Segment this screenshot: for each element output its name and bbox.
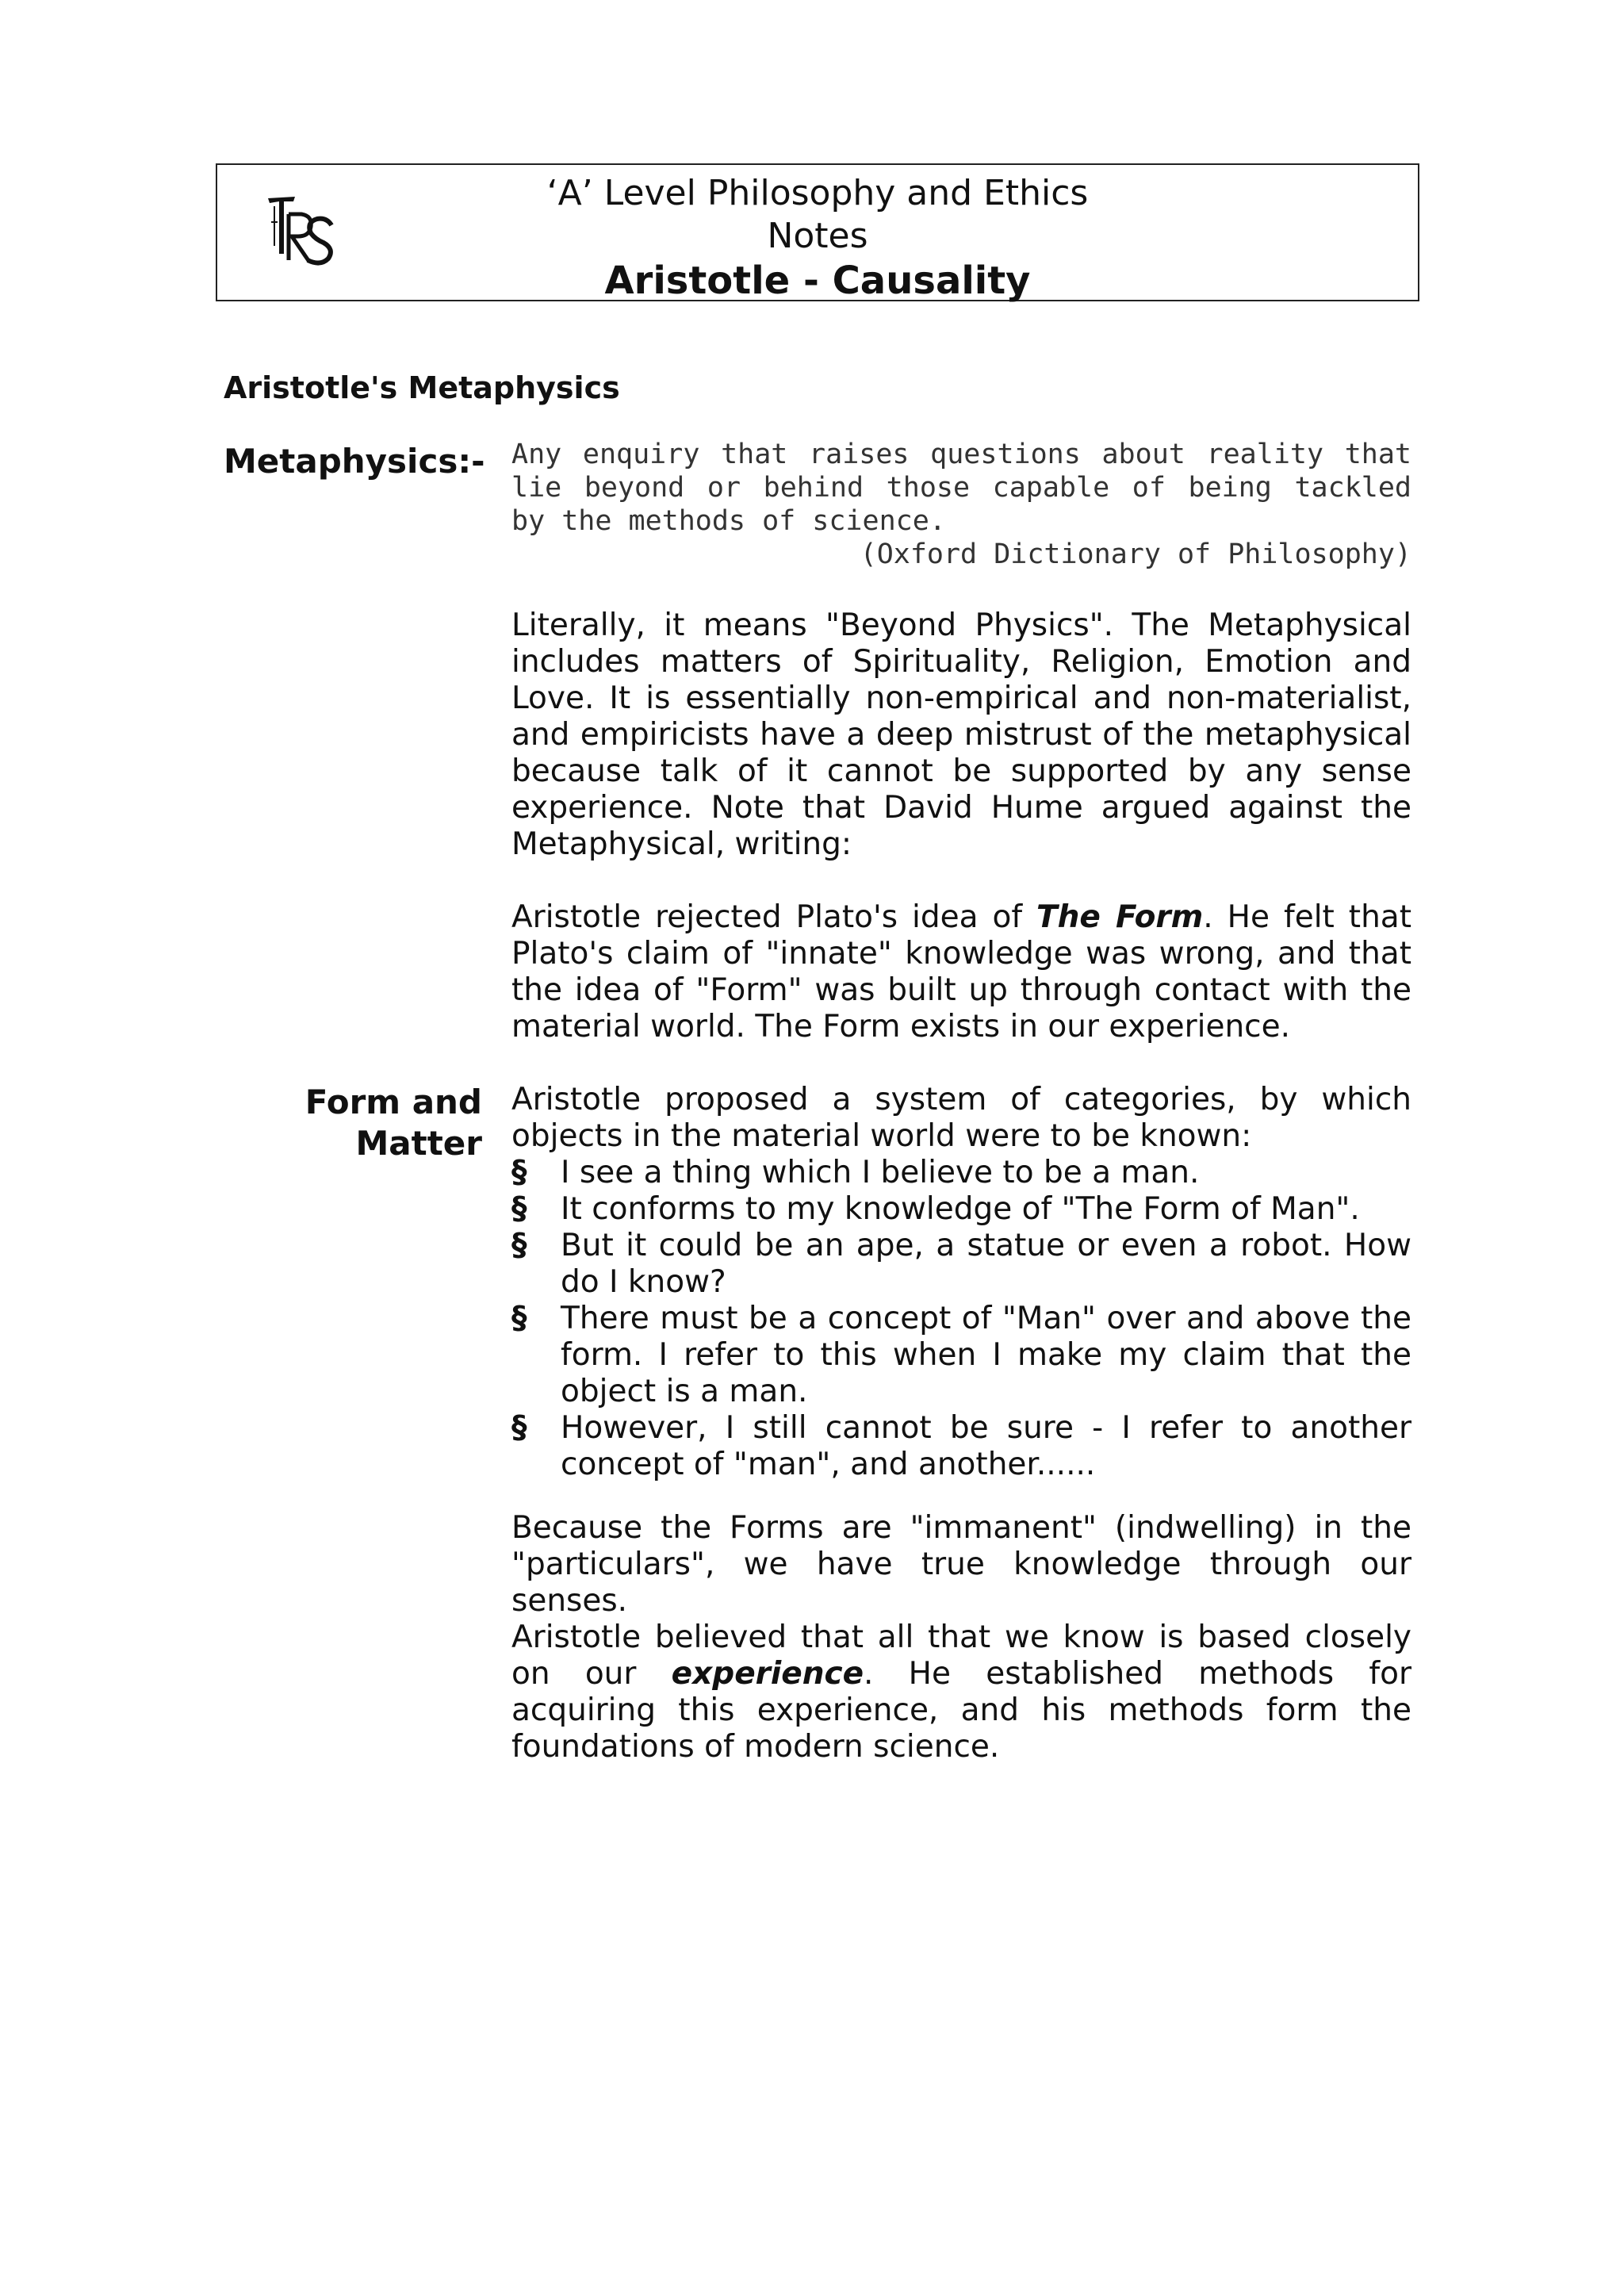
para-text: . He felt that Plato's claim of "innate" knowledge was wrong, and that the idea of "Form" was built up through contact with the material world. The Form exists in our experience. (511, 899, 1411, 1045)
section-heading: Aristotle's Metaphysics (224, 370, 620, 405)
header-notes: Notes (767, 216, 868, 256)
list-item-text: I see a thing which I believe to be a man. (561, 1155, 1200, 1190)
definition-source: (Oxford Dictionary of Philosophy) (860, 539, 1411, 570)
section-sign-bullet: § (511, 1191, 527, 1227)
definition-text: Any enquiry that raises questions about reality that lie beyond or behind those capable of being tackled by the methods of science. (511, 439, 1411, 537)
section-sign-bullet: § (511, 1301, 527, 1336)
emphasis-the-form: The Form (1036, 899, 1204, 935)
list-item (511, 1155, 1411, 1191)
header-box (216, 163, 1419, 301)
header-text (217, 171, 1418, 305)
beyond-physics-paragraph: Literally, it means "Beyond Physics". The Metaphysical includes matters of Spirituality, Religion, Emotion and Love. It is essentially non-empirical and non-materialist, and empiricists have a deep mistrust of the metaphysical because talk of it cannot be supported by any sense experience. Note that David Hume argued against the Metaphysical, writing: (511, 608, 1411, 862)
list-item-text: It conforms to my knowledge of "The Form of Man". (561, 1191, 1360, 1227)
label-line: Form and (304, 1083, 482, 1121)
list-item-text: But it could be an ape, a statue or even a robot. How do I know? (561, 1228, 1411, 1300)
categories-intro: Aristotle proposed a system of categories, by which objects in the material world were to be known: (511, 1082, 1411, 1154)
list-item (511, 1301, 1411, 1410)
section-sign-bullet: § (511, 1410, 527, 1446)
list-item-text: However, I still cannot be sure - I refer to another concept of "man", and another...... (561, 1410, 1411, 1482)
list-item (511, 1228, 1411, 1301)
list-item-text: There must be a concept of "Man" over and above the form. I refer to this when I make my claim that the object is a man. (561, 1301, 1411, 1409)
section-sign-bullet: § (511, 1228, 527, 1263)
header-subject: ‘A’ Level Philosophy and Ethics (546, 173, 1089, 213)
para-text: . He established methods for acquiring this experience, and his methods form the foundations of modern science. (511, 1656, 1411, 1765)
form-and-matter-label (224, 1082, 482, 1164)
list-item (511, 1410, 1411, 1483)
para-text: Aristotle rejected Plato's idea of (511, 899, 1037, 935)
immanent-paragraph: Because the Forms are "immanent" (indwelling) in the "particulars", we have true knowledge through our senses. (511, 1510, 1411, 1619)
categories-list (511, 1155, 1411, 1483)
page-title: Aristotle - Causality (604, 259, 1031, 303)
section-sign-bullet: § (511, 1155, 527, 1190)
list-item (511, 1191, 1411, 1228)
experience-paragraph (511, 1619, 1411, 1765)
emphasis-experience: experience (671, 1656, 864, 1692)
definition-quote (511, 438, 1411, 571)
para-text: Aristotle believed that all that we know is based closely on our (511, 1619, 1411, 1692)
plato-form-paragraph (511, 899, 1411, 1045)
metaphysics-label: Metaphysics:- (224, 442, 485, 481)
label-line: Matter (355, 1124, 482, 1163)
